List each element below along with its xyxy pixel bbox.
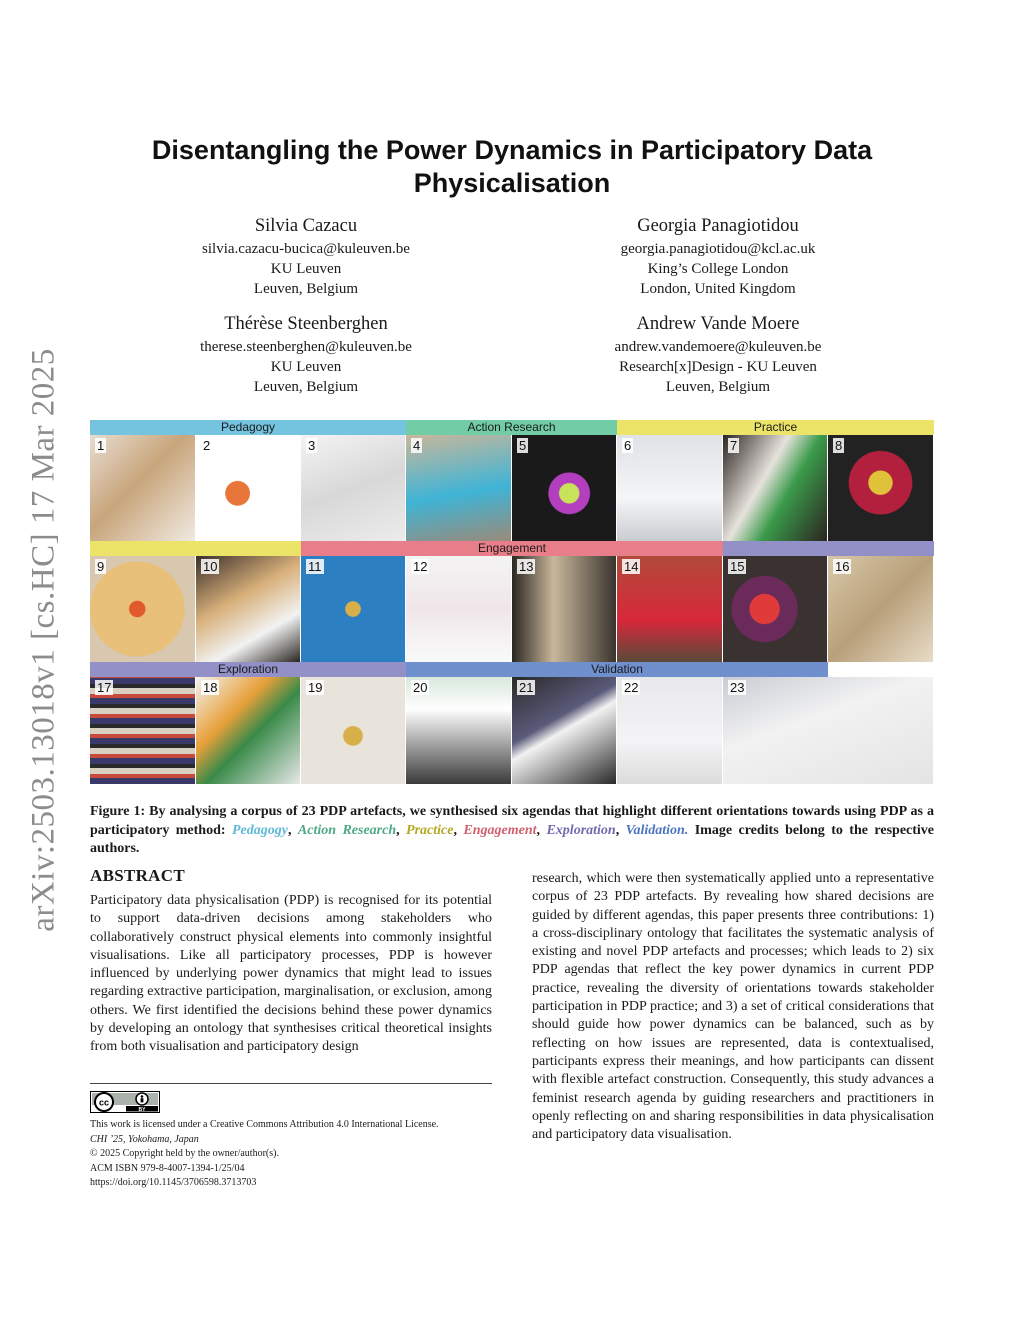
tile-number: 11 [308, 559, 322, 574]
agenda-action-research: Action Research [297, 822, 397, 838]
artefact-photo [90, 556, 196, 662]
agenda-pedagogy: Pedagogy [231, 822, 288, 838]
author-location: Leuven, Belgium [253, 281, 359, 297]
tile-number: 8 [835, 438, 843, 453]
tile-number: 7 [730, 438, 738, 453]
caption-separator: , [536, 822, 547, 838]
abstract-heading: ABSTRACT [90, 866, 185, 885]
tile-number: 15 [730, 559, 745, 574]
author-block [558, 214, 878, 299]
artefact-photo [617, 435, 723, 541]
artefact-photo [90, 677, 196, 784]
band-pedagogy: Pedagogy [90, 420, 406, 435]
tile-number: 18 [203, 680, 218, 695]
author-email[interactable]: andrew.vandemoere@kuleuven.be [614, 339, 822, 355]
agenda-end-mark: . [684, 822, 689, 838]
author-name: Thérèse Steenberghen [224, 314, 388, 334]
author-name: Georgia Panagiotidou [637, 216, 799, 236]
caption-separator: , [615, 822, 626, 838]
caption-suffix: Image credits belong to the respective authors. [90, 822, 935, 856]
figure-caption [90, 803, 934, 859]
cc-by-license-icon [90, 1091, 160, 1113]
agenda-exploration: Exploration [546, 822, 616, 838]
artefact-photo [723, 677, 934, 784]
caption-separator: , [396, 822, 407, 838]
tile-number: 13 [519, 559, 534, 574]
tile-number: 17 [97, 680, 112, 695]
footnote-divider [90, 1083, 492, 1084]
artefact-photo [196, 556, 301, 662]
band-exploration-start [723, 541, 934, 556]
svg-text:cc: cc [98, 1097, 110, 1108]
tile-number: 19 [308, 680, 323, 695]
caption-separator: , [287, 822, 298, 838]
tile-number: 10 [203, 559, 218, 574]
acm-isbn: ACM ISBN 979-8-4007-1394-1/25/04 [90, 1162, 245, 1174]
artefact-photo [406, 677, 512, 784]
band-engagement: Engagement [301, 541, 723, 556]
tile-number: 2 [203, 438, 211, 453]
tile-number: 21 [519, 680, 534, 695]
artefact-photo [617, 677, 723, 784]
author-block [558, 312, 878, 397]
author-email[interactable]: therese.steenberghen@kuleuven.be [200, 339, 412, 355]
author-affiliation: Research[x]Design - KU Leuven [619, 359, 817, 375]
abstract-text-right: research, which were then systematically applied unto a representative corpus of 23 PDP artefacts. By revealing how shared decisions are guided by different agendas, this paper presents three contributions: 1) a cross-disciplinary ontology that facilitates the systematic analysis of existing and novel PDP artefacts and processes; which leads to 2) six PDP agendas that reflect the key power dynamics in current PDP practice, revealing the diversity of orientations towards stakeholder participation in PDP practice; and 3) a set of critical considerations that should guide how power dynamics can be balanced, such as by reflecting on how issues are represented, data is contextualised, participants express their meanings, and how participants can dissent with flexible artefact construction. Consequently, this study advances a feminist research agenda by guiding researchers and practitioners in openly reflecting on and sharing responsibilities in data physicalisation and participatory data visualisation. [532, 871, 934, 1143]
tile-number: 12 [413, 559, 428, 574]
artefact-photo [723, 556, 828, 662]
author-email[interactable]: georgia.panagiotidou@kcl.ac.uk [620, 241, 816, 257]
arxiv-identifier: arXiv:2503.13018v1 [cs.HC] 17 Mar 2025 [25, 348, 62, 932]
caption-prefix: Figure 1: By analysing a corpus of 23 PDP artefacts, we synthesised six agendas that highlight different orientations towards using PDP as a participatory method: [90, 804, 934, 838]
artefact-photo [196, 435, 301, 541]
author-affiliation: KU Leuven [270, 359, 342, 375]
artefact-photo [301, 677, 406, 784]
band-action-research: Action Research [406, 420, 617, 435]
artefact-photo [723, 435, 828, 541]
band-exploration: Exploration [90, 662, 406, 677]
tile-number: 3 [308, 438, 316, 453]
artefact-photo [617, 556, 723, 662]
band-validation: Validation [406, 662, 828, 677]
copyright-notice: © 2025 Copyright held by the owner/author(s). [90, 1148, 279, 1159]
artefact-photo [512, 435, 617, 541]
author-name: Andrew Vande Moere [636, 314, 800, 334]
tile-number: 4 [413, 438, 421, 453]
abstract-text-left: Participatory data physicalisation (PDP) is recognised for its potential to support data-driven decisions among stakeholders who collaboratively construct physical elements into commonly insightful visualisations. Like all participatory processes, PDP is however influenced by underlying power dynamics that might lead to issues regarding extractive participation, marginalisation, or exclusion, among others. We first identified the decisions behind these power dynamics by developing an ontology that synthesises critical theoretical insights from both visualisation and participatory design [90, 893, 492, 1055]
tile-number: 6 [624, 438, 632, 453]
author-location: Leuven, Belgium [253, 379, 359, 395]
artefact-photo [301, 556, 406, 662]
author-affiliation: King’s College London [647, 261, 789, 277]
author-affiliation: KU Leuven [270, 261, 342, 277]
agenda-practice: Practice [406, 822, 454, 838]
cc-badge-label: BY [138, 1107, 146, 1113]
band-practice-continued [90, 541, 301, 556]
figure-collage [90, 420, 934, 784]
artefact-photo [828, 556, 934, 662]
author-location: London, United Kingdom [640, 281, 796, 297]
tile-number: 1 [97, 438, 105, 453]
tile-number: 9 [97, 559, 105, 574]
tile-number: 22 [624, 680, 639, 695]
artefact-photo [90, 435, 196, 541]
license-statement: This work is licensed under a Creative Commons Attribution 4.0 International License. [90, 1119, 439, 1130]
tile-number: 14 [624, 559, 639, 574]
caption-separator: , [453, 822, 464, 838]
author-email[interactable]: silvia.cazacu-bucica@kuleuven.be [202, 241, 410, 257]
author-location: Leuven, Belgium [665, 379, 771, 395]
artefact-photo [512, 556, 617, 662]
tile-number: 23 [730, 680, 745, 695]
band-practice: Practice [617, 420, 934, 435]
author-name: Silvia Cazacu [254, 216, 358, 236]
artefact-photo [406, 435, 512, 541]
agenda-engagement: Engagement [463, 822, 537, 838]
artefact-photo [406, 556, 512, 662]
paper-title: Disentangling the Power Dynamics in Participatory Data Physicalisation [151, 135, 873, 198]
license-footnote [90, 1118, 500, 1191]
doi-link[interactable]: https://doi.org/10.1145/3706598.3713703 [90, 1177, 257, 1188]
artefact-photo [828, 435, 934, 541]
agenda-validation: Validation [625, 822, 685, 838]
artefact-photo [301, 435, 406, 541]
author-block [146, 214, 466, 299]
artefact-photo [512, 677, 617, 784]
tile-number: 20 [413, 680, 428, 695]
artefact-photo [196, 677, 301, 784]
author-block [146, 312, 466, 397]
tile-number: 5 [519, 438, 527, 453]
conference-venue: CHI ’25, Yokohama, Japan [90, 1133, 199, 1145]
tile-number: 16 [835, 559, 850, 574]
